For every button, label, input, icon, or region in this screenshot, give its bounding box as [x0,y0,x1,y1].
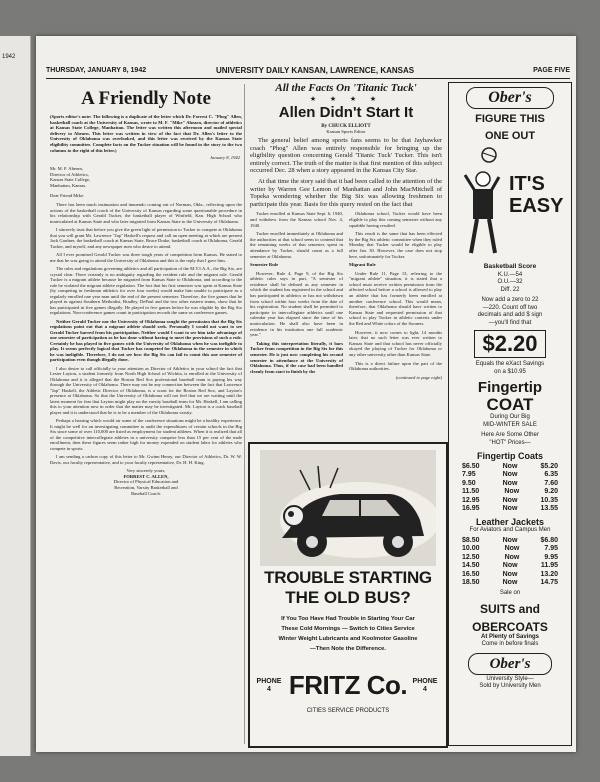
address-line: Manhattan, Kansas. [50,182,87,188]
letter-paragraph: The rules and regulations governing athletics and all participation of the M.V.I.A.A., the Big Six, are crystal clear. There certainly is no ambiguity regarding the resident rule and the migrant rule. Gerald Tucker is a migrant athlete because he migrated from Kansas State to Oklahoma, and according to the rule he violated the migrant athlete regulation. The fact that his first semester was spent at Kansas State (by competing in freshman athletics for over four weeks) would make him unable to participate as a regularly enrolled one year man until the end of the present semester. Therefore, the five games that he played in against Southern Methodist, Bradley, DePaul and the two other eastern teams, show that he has participated in five games illegally. He played in five games before he was eligible by the Big Six regulations. Non-conference games count in participation records the same as conference games. [50,266,242,316]
letter-paragraph: I am sending a carbon copy of this letter to Mr. Gwinn Henry, our Director of Athletics, Dr. W. W. Davis, our faculty representative, and to your faculty representative, Dr. H. H. King. [50,454,242,465]
article-paragraph-bold: Taking this interpretation literally, it bars Tucker from competition in the Big Six for this semester. He is just now completing his second semester in attendance at the University of Oklahoma. Thus, if the case had been handled cleanly from start to finish by the [250,340,343,374]
was-price: 7.95 [462,471,476,479]
article-paragraph: Tucker enrolled immediately at Oklahoma and the authorities at that school seem to contend that the remaining weeks of that semester, spent in attendance by Tucker, should count as a full semester at Oklahoma. [250,231,343,259]
adjacent-page-edge [0,36,31,756]
signer-name: FORREST C. ALLEN, [123,473,169,479]
phone-label: PHONE [256,678,282,685]
friendly-note-letter [48,84,245,744]
now-word: Now [502,463,518,470]
fingertip-word: Fingertip [477,379,543,396]
article-paragraph: This result is the same that has been effected by the Big Six athletic committee when they ruled Monday that Tucker would be eligible to play after Jan. 30. However, the case does not stop here, unfortunately for Tucker. [349,231,442,259]
savings-text: At Plenty of Savings [480,633,539,640]
letter-paragraph: Perhaps a hearing which would air some of the conference situations might be a healthy experience. It might be well for an investigating committee to audit the expenditures of certain schools in the Big Six since some of over 110,000 are listed as employment for student athletes. When it is realized that all of the competitive intercollegiate athletes in a university comprise less than 15 per cent of the male enrollment, then these figures seem rather high for money expended on student labor for athletes who compete in sports. [50,418,242,451]
score-line: Diff. 22 [500,286,520,293]
price-row [462,562,558,570]
letter-paragraph: There has been much insinuation and innuendo coming out of Norman, Okla., reflecting upon the actions of the basketball coach of the University of Kansas regarding some questionable procedure in his relationship with Gerald Tucker, the basketball player of Winfield, Kan. High School who matriculated at Kansas State and who later migrated from Kansas State to the University of Oklahoma. [50,202,242,224]
savings-price: $2.20 [474,330,546,358]
price-row [462,497,558,505]
article-paragraph: This is a direct failure upon the part of the Oklahoma authorities. [349,360,442,372]
now-word: Now [502,562,518,570]
sale-note [449,414,571,429]
letter-title: A Friendly Note [81,88,211,109]
price-row [462,505,558,513]
now-word: Now [502,471,518,479]
letter-paragraph: I also desire to call officially to your attention as Director of Athletics in your school the fact that Lester Layton, a student formerly from North High School of Wichita, is enrolled at the University of Oklahoma and it is alleged that the Boston Red Sox professional baseball team is paying his way through the University of Oklahoma. There may not be any connection between the fact that Lawrence "Jap" Haskell, the Athletic Director of Oklahoma, is a scout for the Boston Red Sox, and Layton's presence at Oklahoma. So that the University of Oklahoma will not feel that we are waiting until the latest moment for fear that Layton might play on the varsity baseball team for Mr. Haskell, I am calling this to your attention now in order that the matter may be investigated. Mr. Layton is a crack baseball player and it is understood that he is to be a member of the Oklahoma varsity. [50,365,242,415]
tagline-line: Sold by University Men [479,683,541,690]
now-word: Now [502,479,518,487]
other-label-line: "HOT" Prices— [489,439,531,446]
article-lead: At that time the story said that it had been called to the attention of the writer by Warren Gee Lemon of Manhattan and John MacMitchell of Topeka wondering whether the Big Six was allowing freshmen to participate this year. Basis for this query rested on the fact that [250,177,442,208]
obers-logo-bottom: Ober's [468,653,552,675]
article-kicker: All the Facts On 'Titanic Tuck' [275,82,417,94]
closing: Very sincerely yours, [126,468,166,474]
now-word: Now [502,536,518,544]
basketball-cartoon [449,143,571,263]
suits-text: SUITS and [479,601,540,616]
price-note-line: on a $10.95 [494,368,526,375]
was-price: $6.50 [462,463,480,470]
signer-title: Baseball Coach. [131,490,161,496]
letter-salutation: Dear Friend Mike: [50,192,85,198]
article-paragraph: Oklahoma school, Tucker would have been eligible to play this coming semester without any squabble having resulted. [349,211,442,228]
ad-copy-line: These Cold Mornings — Switch to Cities Service [281,626,415,632]
continued-note: (continued to page eight) [395,374,442,380]
now-price: 13.20 [540,570,558,578]
tucker-article [248,82,444,380]
price-note [449,361,571,376]
signer-title: Recreation, Varsity Basketball and [114,484,178,490]
other-prices-label [449,432,571,447]
price-row [462,488,558,496]
other-label-line: Here Are Some Other [481,432,539,438]
tagline-line: University Style— [486,675,534,682]
score-line: K.U.—54 [497,271,523,278]
now-word: Now [504,545,520,553]
now-price: $5.20 [540,463,558,470]
score-line: O.U.—32 [497,279,523,285]
address-line: Mr. M. F. Ahearn, [50,166,83,172]
article-paragraph: Under Rule 11, Page 13, referring to the "migrant athlete" situation, it is stated that a school must receive written permission from the affected school before a school is allowed to play an athlete that has formerly been enrolled at another conference school. This would mean, therefore, that Oklahoma should have written to Kansas State and requested permission of that school to play Tucker in athletic contests under the Red and White colors of the Sooners. [349,270,442,327]
now-price: 10.35 [540,496,558,504]
ad-copy-line: —Then Note the Difference. [309,646,386,652]
article-paragraph: However, Rule 4, Page 9, of the Big Six athletic rules says in part, "A semester of residence shall be defined as any semester in which the student has registered in the school and has participated in athletics or has not withdrawn from school within four weeks from the date of his registration. No student shall be permitted to participate in intercollegiate athletics until one calendar year has elapsed since the time of his matriculation. He shall also have been in residence in his institution one full academic year." [250,270,343,338]
instruction-line: —220. Count off two [482,304,538,311]
article-byline: By CHUCK ELLIOTT [321,124,371,129]
obers-advertisement [448,82,572,746]
article-paragraph: Tucker enrolled at Kansas State Sept. 6, 1940, and withdrew from the Kansas school Nov. 4, 1940. [250,211,343,228]
now-word: Now [502,570,518,578]
its-word: IT'S [509,173,545,195]
instructions [449,297,571,327]
was-price: 11.50 [462,488,480,496]
address-line: Director of Athletics, [50,171,89,177]
fingertip-price-table [462,463,558,513]
article-headline: Allen Didn't Start It [278,104,414,121]
masthead-date: THURSDAY, JANUARY 8, 1942 [46,67,147,74]
adjacent-page-number: 1942 [2,54,16,60]
price-row [462,463,558,471]
was-price: $8.50 [462,536,480,544]
letter-signature [48,468,244,496]
letter-paragraph: I sincerely trust that before you give the green light of permission to Tucker to compete at Oklahoma that you will grant Mr. Lawrence "Jap" Haskell's request and call an open meeting at which are present Jack Gardner, the basketball coach at Kansas State, Bruce Drake, basketball coach at Oklahoma, Gerald Tucker, and myself, and any newspaper men who desire to attend. [50,227,242,249]
signer-title: Director of Physical Education and [113,479,179,485]
fritz-co-advertisement [248,442,448,748]
price-row [462,545,558,553]
newspaper-page [36,36,576,752]
was-price: 14.50 [462,562,480,570]
masthead-title: UNIVERSITY DAILY KANSAN, LAWRENCE, KANSAS [216,66,415,75]
was-price: 16.95 [462,505,480,513]
article-column-left [250,211,343,380]
price-row [462,571,558,579]
leather-subtitle: For Aviators and Campus Men [469,527,551,534]
letter-editor-note: (Sports editor's note: The following is a duplicate of the letter which Dr. Forrest C. "Phog" Allen, basketball coach at the University of Kansas, wrote to M. F. "Mike" Ahearn, director of athletics at Kansas State College, Manhattan. The letter was written this afternoon and mailed special delivery to Ahearn. This letter was written in view of the fact that Dr. Allen's letter to the University of Oklahoma was overlooked, and this letter was received by the Kansas State eligibility committee. Complete facts on the Tucker situation will be found in the story to the two columns to the right of this letter.) [50,114,242,153]
now-word: Now [504,488,520,496]
instruction-line: Now add a zero to 22 [481,297,539,303]
now-word: Now [502,578,518,586]
article-lead: The general belief among sports fans seems to be that Jayhawker coach "Phog" Allen was entirely responsible for bringing up the eligibility question concerning Gerald 'Titanic Tuck' Tucker. This isn't entirely correct. The truth of the matter is that first mention of this subject occurred Dec. 28 when a story appeared in the Kansas City Star. [250,137,442,175]
now-price: 11.95 [540,562,558,570]
come-in-text: Come in before finals [481,641,539,648]
leather-price-table [462,537,558,587]
basketball-score [449,263,571,294]
leather-jackets-title: Leather Jackets [475,517,545,528]
price-row [462,480,558,488]
price-row [462,471,558,479]
price-row [462,537,558,545]
price-note-line: Equals the eXact Savings [475,361,545,367]
price-row [462,554,558,562]
was-price: 10.00 [462,545,480,553]
now-word: Now [502,505,518,513]
star-row: ★ ★ ★ ★ [309,95,383,103]
ad-copy [256,614,440,654]
phone-right [412,678,438,694]
ad-copy-line: Winter Weight Lubricants and Koolmotor Gasoline [278,636,418,642]
sale-on: Sale on [499,590,521,597]
was-price: 12.50 [462,553,480,561]
figure-line: FIGURE THIS [475,113,545,125]
ad-headline: THE OLD BUS? [285,588,411,607]
fingertip-coats-title: Fingertip Coats [476,451,543,461]
article-columns [250,211,442,380]
now-price: 9.20 [544,488,558,496]
now-price: 9.95 [544,553,558,561]
old-car-illustration [260,450,436,566]
now-price: 6.35 [544,471,558,479]
sale-note-line: During Our Big [490,414,530,420]
letter-paragraph-bold: Neither Gerald Tucker nor the University of Oklahoma sought the permission that the Big Six regulations point out that a migrant athlete should seek. Personally I would not want to see Gerald Tucker barred from his participation. Neither would I want to see him take advantage of one semester of participation as he has done without having to meet the provisions of such a rule. Certainly he has played in five games with the University of Oklahoma when he was ineligible to play. It seems perfectly logical that Tucker has competed for Oklahoma in the semester in which he was ineligible. Therefore, I do not see how the Big Six can fail to count this one semester of participation even though illegally done. [50,318,242,363]
its-easy-text [509,173,563,217]
was-price: 18.50 [462,578,480,586]
instruction-line: decimals and add $ sign [477,312,543,318]
now-price: 13.55 [540,505,558,513]
now-price: 7.95 [544,545,558,553]
phone-number: 4 [423,686,427,693]
address-line: Kansas State College, [50,177,91,183]
coat-word: COAT [486,395,534,414]
player-illustration [453,145,513,261]
phone-left [256,678,282,694]
ad-copy-line: If You Too Have Had Trouble in Starting Your Car [281,616,415,622]
masthead-bar [46,64,570,79]
article-byline-role: Kansan Sports Editor [326,129,366,134]
subhead-migrant-rule: Migrant Rule [349,262,376,268]
phone-label: PHONE [412,678,438,685]
phone-number: 4 [267,686,271,693]
instruction-line: —you'll find that [488,319,532,326]
masthead-page: PAGE FIVE [533,67,570,74]
tagline [449,676,571,691]
was-price: 16.50 [462,570,480,578]
now-word: Now [502,496,518,504]
letter-paragraph: All I ever promised Gerald Tucker was three tough years of competition from Kansas. He stated to me that he was going to attend the University of Oklahoma and this is the reply that I gave him. [50,252,242,263]
products-line: CITIES SERVICE PRODUCTS [306,708,390,714]
score-label: Basketball Score [483,263,537,270]
now-price: 14.75 [540,578,558,586]
overcoats-text: OBERCOATS [472,619,548,634]
easy-word: EASY [509,195,564,217]
figure-line: ONE OUT [484,130,536,142]
now-word: Now [504,553,520,561]
now-price: 7.60 [544,479,558,487]
letter-address [50,166,242,188]
ad-headline: TROUBLE STARTING [264,568,432,587]
article-column-right [349,211,442,380]
sale-note-line: MID-WINTER SALE [483,421,537,428]
letter-date: January 8, 1942 [210,155,240,161]
fritz-logo: FRITZ Co. [288,670,408,700]
was-price: 9.50 [462,479,476,487]
obers-logo: Ober's [466,87,554,109]
price-row [462,579,558,587]
now-price: $6.80 [540,536,558,544]
subhead-semester-rule: Semester Rule [250,262,279,268]
article-paragraph: However, it now comes to light, 14 months later, that no such letter was ever written to Kansas State and that school has never officially okayed the playing of Tucker for Oklahoma or any other university other than Kansas State. [349,329,442,357]
was-price: 12.95 [462,496,480,504]
